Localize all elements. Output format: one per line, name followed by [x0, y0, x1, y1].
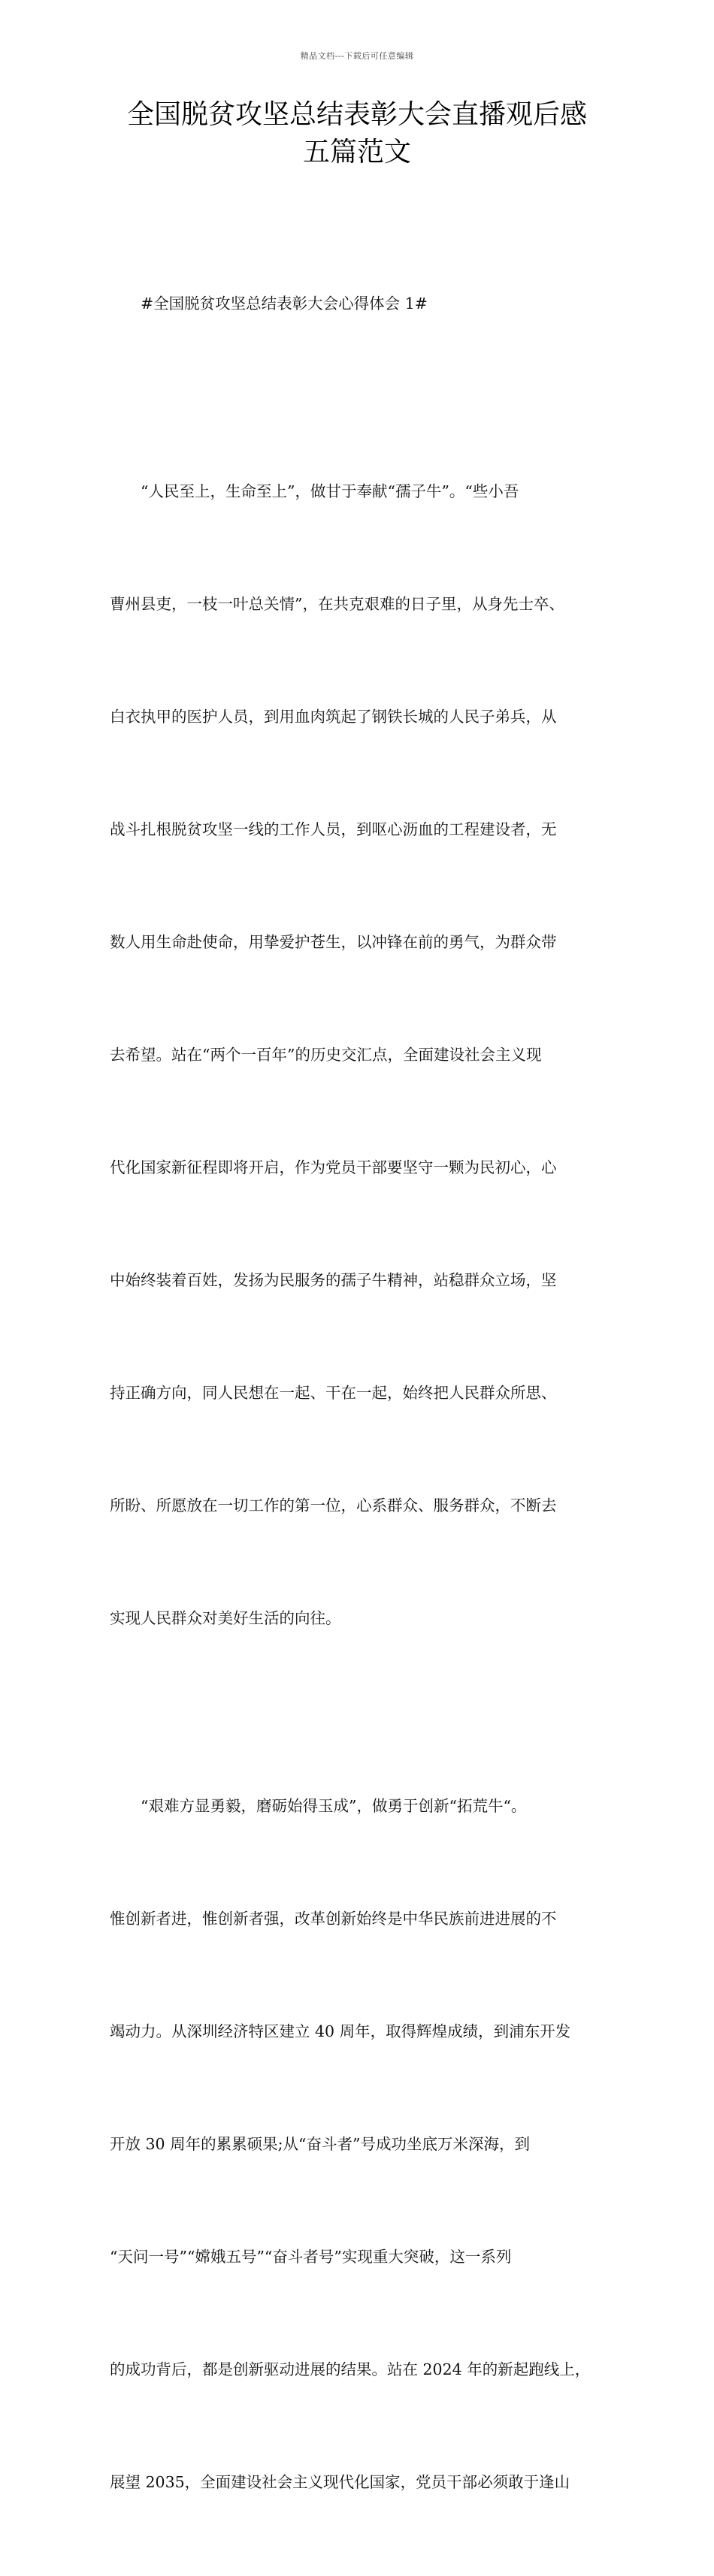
- paragraph-line: 数人用生命赴使命，用挚爱护苍生，以冲锋在前的勇气，为群众带: [110, 933, 557, 951]
- section-heading-text: #全国脱贫攻坚总结表彰大会心得体会 1#: [141, 294, 428, 313]
- paragraph-line: 展望 2035，全面建设社会主义现代化国家，党员干部必须敢于逢山: [110, 2473, 570, 2491]
- paragraph-2: [110, 1712, 613, 2576]
- paragraph-line: 惟创新者进，惟创新者强，改革创新始终是中华民族前进进展的不: [110, 1910, 557, 1928]
- section-heading: [110, 210, 613, 397]
- paragraph-line: 代化国家新征程即将开启，作为党员干部要坚守一颗为民初心，心: [110, 1158, 557, 1176]
- document-title: [75, 96, 639, 171]
- paragraph-line: 战斗扎根脱贫攻坚一线的工作人员，到呕心沥血的工程建设者，无: [110, 820, 557, 838]
- paragraph-line: “天问一号”“嫦娥五号”“奋斗者号”实现重大突破，这一系列: [110, 2248, 512, 2266]
- paragraph-line: 中始终装着百姓，发扬为民服务的孺子牛精神，站稳群众立场，坚: [110, 1271, 557, 1289]
- paragraph-1: [110, 397, 613, 1712]
- paragraph-line: 的成功背后，都是创新驱动进展的结果。站在 2024 年的新起跑线上，: [110, 2360, 591, 2378]
- paragraph-line: 开放 30 周年的累累硕果;从“奋斗者”号成功坐底万米深海，到: [110, 2135, 530, 2153]
- title-line-1: 全国脱贫攻坚总结表彰大会直播观后感: [126, 99, 587, 130]
- paragraph-line: 曹州县吏，一枝一叶总关情”，在共克艰难的日子里，从身先士卒、: [110, 595, 564, 613]
- paragraph-line: 去希望。站在“两个一百年”的历史交汇点，全面建设社会主义现: [110, 1046, 542, 1064]
- paragraph-line: 实现人民群众对美好生活的向往。: [110, 1609, 341, 1627]
- paragraph-line: 白衣执甲的医护人员，到用血肉筑起了钢铁长城的人民子弟兵，从: [110, 708, 557, 726]
- page-header: 精品文档---下载后可任意编辑: [300, 51, 414, 61]
- paragraph-line: 所盼、所愿放在一切工作的第一位，心系群众、服务群众，不断去: [110, 1496, 557, 1514]
- paragraph-line: 持正确方向，同人民想在一起、干在一起，始终把人民群众所思、: [110, 1384, 557, 1402]
- paragraph-line: “人民至上，生命至上”，做甘于奉献“孺子牛”。“些小吾: [141, 482, 519, 500]
- document-body: [110, 210, 613, 2576]
- paragraph-line: “艰难方显勇毅，磨砺始得玉成”，做勇于创新“拓荒牛“。: [141, 1797, 527, 1815]
- title-line-2: 五篇范文: [302, 137, 411, 168]
- paragraph-line: 竭动力。从深圳经济特区建立 40 周年，取得辉煌成绩，到浦东开发: [110, 2022, 571, 2040]
